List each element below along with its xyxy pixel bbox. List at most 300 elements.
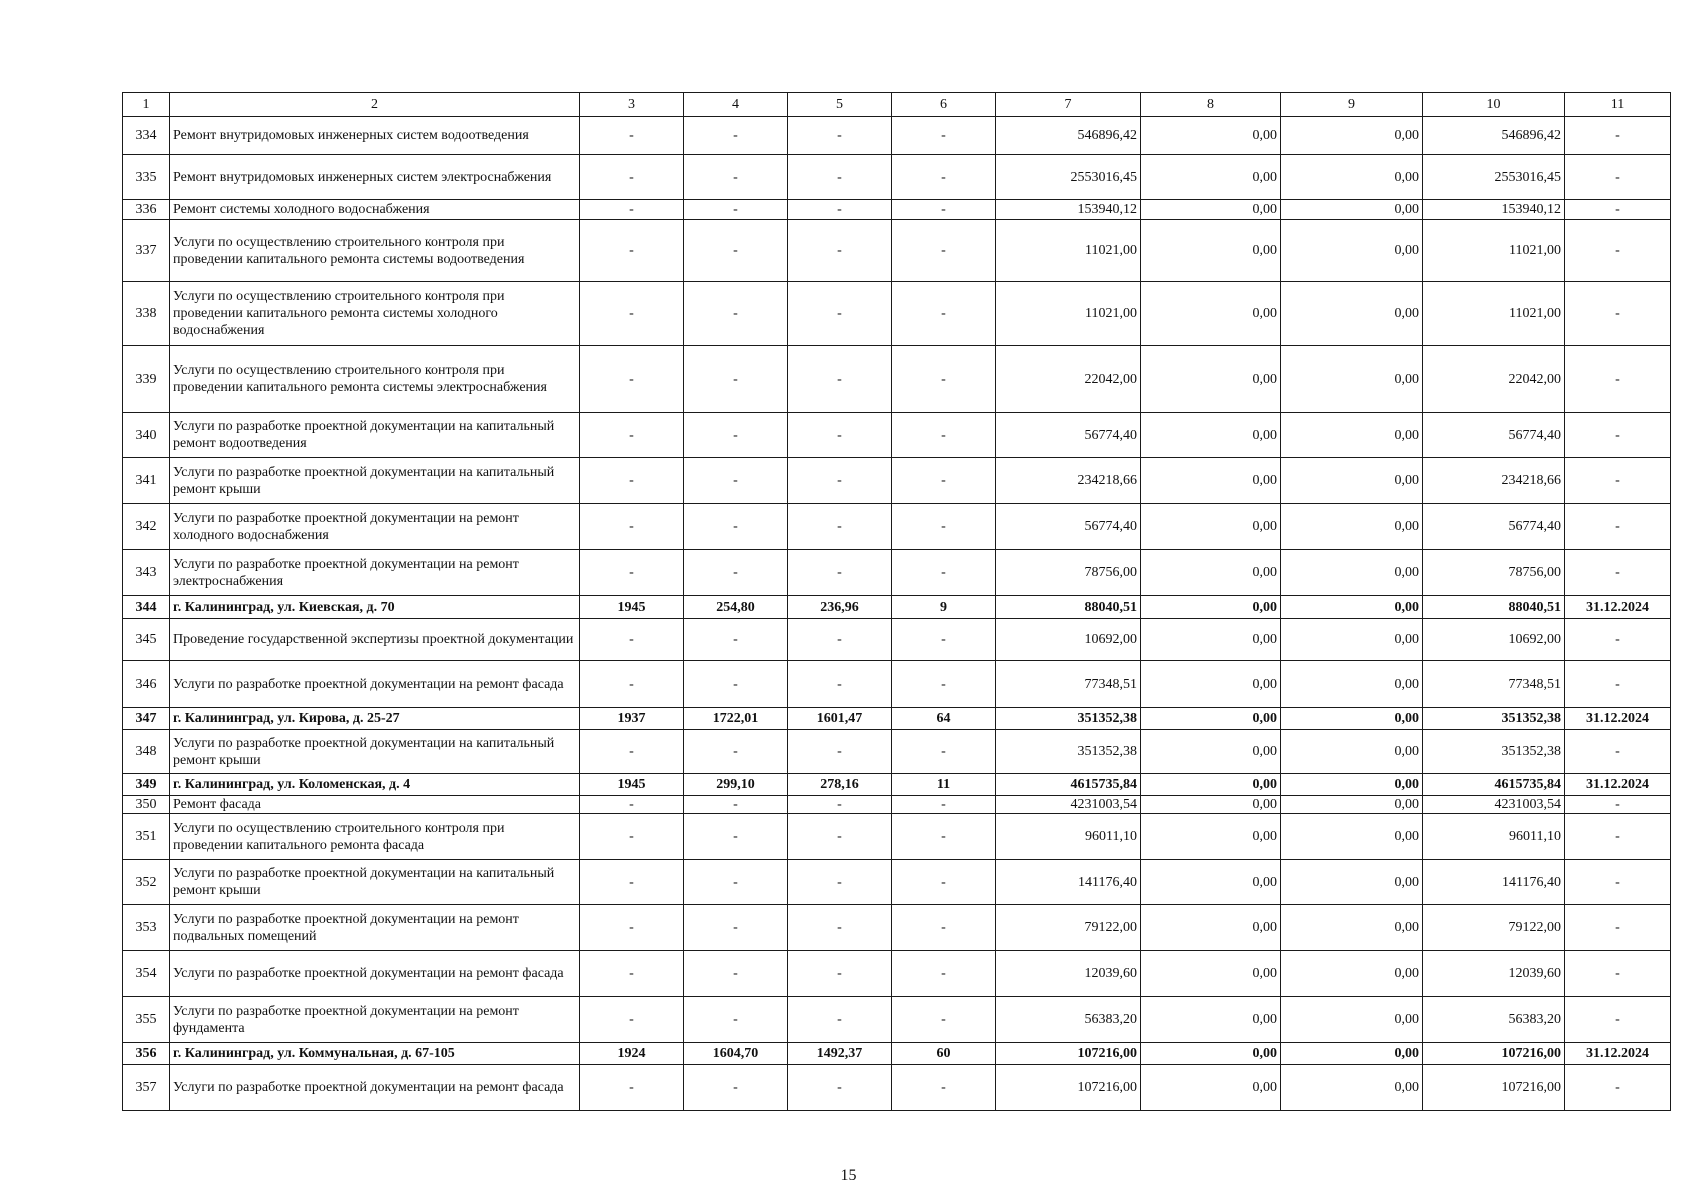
table-cell: - [892,413,996,458]
table-cell: 0,00 [1141,796,1281,814]
work-description-cell: г. Калининград, ул. Киевская, д. 70 [170,596,580,619]
table-cell: 0,00 [1281,282,1423,346]
table-cell: 0,00 [1141,413,1281,458]
row-number-cell: 354 [123,951,170,997]
table-cell: - [892,1065,996,1111]
table-cell: 0,00 [1281,220,1423,282]
table-cell: 79122,00 [996,905,1141,951]
table-cell: 0,00 [1141,997,1281,1043]
table-row [123,661,1671,708]
table-cell: 1601,47 [788,708,892,730]
table-cell: - [892,796,996,814]
table-cell: - [788,997,892,1043]
work-description-cell: Ремонт внутридомовых инженерных систем водоотведения [170,117,580,155]
table-cell: 1924 [580,1043,684,1065]
work-description-cell: Проведение государственной экспертизы проектной документации [170,619,580,661]
table-row [123,951,1671,997]
work-description-cell: Ремонт внутридомовых инженерных систем электроснабжения [170,155,580,200]
table-cell: 0,00 [1141,1065,1281,1111]
table-cell: - [892,661,996,708]
table-cell: - [788,504,892,550]
table-cell: 2553016,45 [996,155,1141,200]
table-cell: 11021,00 [1423,220,1565,282]
table-cell: 0,00 [1141,860,1281,905]
work-description-cell: Ремонт фасада [170,796,580,814]
table-cell: - [1565,661,1671,708]
table-cell: - [1565,458,1671,504]
data-table [122,92,1671,1111]
table-cell: 0,00 [1141,117,1281,155]
row-number-cell: 348 [123,730,170,774]
table-cell: 0,00 [1141,282,1281,346]
table-cell: 0,00 [1281,155,1423,200]
work-description-cell: Услуги по осуществлению строительного контроля при проведении капитального ремонта фасада [170,814,580,860]
work-description-cell: г. Калининград, ул. Коломенская, д. 4 [170,774,580,796]
table-cell: 1722,01 [684,708,788,730]
table-cell: - [684,200,788,220]
table-cell: 9 [892,596,996,619]
table-cell: 107216,00 [996,1043,1141,1065]
table-cell: - [892,117,996,155]
table-cell: - [580,155,684,200]
table-cell: - [788,661,892,708]
table-cell: - [788,117,892,155]
table-cell: 56774,40 [1423,504,1565,550]
table-cell: 153940,12 [996,200,1141,220]
table-cell: - [892,730,996,774]
work-description-cell: г. Калининград, ул. Кирова, д. 25-27 [170,708,580,730]
column-header: 3 [580,93,684,117]
column-header: 1 [123,93,170,117]
table-cell: 78756,00 [1423,550,1565,596]
table-cell: 96011,10 [1423,814,1565,860]
table-cell: 0,00 [1141,200,1281,220]
table-cell: 0,00 [1141,1043,1281,1065]
table-cell: 234218,66 [996,458,1141,504]
table-cell: 11 [892,774,996,796]
table-cell: 0,00 [1281,346,1423,413]
table-cell: 64 [892,708,996,730]
table-cell: 0,00 [1141,951,1281,997]
table-cell: 0,00 [1141,730,1281,774]
table-cell: 0,00 [1141,220,1281,282]
table-cell: - [580,117,684,155]
table-cell: 0,00 [1141,905,1281,951]
column-header: 7 [996,93,1141,117]
table-cell: - [684,619,788,661]
table-cell: - [684,997,788,1043]
table-cell: - [684,220,788,282]
table-cell: 11021,00 [1423,282,1565,346]
work-description-cell: Услуги по разработке проектной документации на ремонт фасада [170,951,580,997]
table-cell: - [892,814,996,860]
table-cell: 0,00 [1281,951,1423,997]
table-row [123,905,1671,951]
table-cell: - [684,413,788,458]
table-cell: - [684,550,788,596]
address-row [123,708,1671,730]
table-cell: 141176,40 [996,860,1141,905]
table-cell: - [788,346,892,413]
table-cell: 56774,40 [996,504,1141,550]
table-cell: - [684,661,788,708]
column-header: 4 [684,93,788,117]
row-number-cell: 349 [123,774,170,796]
table-row [123,860,1671,905]
table-cell: 1492,37 [788,1043,892,1065]
table-cell: 0,00 [1281,860,1423,905]
work-description-cell: Услуги по разработке проектной документации на капитальный ремонт крыши [170,860,580,905]
table-row [123,155,1671,200]
table-cell: - [580,951,684,997]
table-cell: - [788,905,892,951]
table-cell: - [580,458,684,504]
table-cell: - [580,346,684,413]
table-cell: 236,96 [788,596,892,619]
table-row [123,504,1671,550]
table-cell: - [1565,346,1671,413]
table-cell: 56383,20 [996,997,1141,1043]
work-description-cell: Услуги по разработке проектной документации на капитальный ремонт крыши [170,730,580,774]
row-number-cell: 357 [123,1065,170,1111]
row-number-cell: 353 [123,905,170,951]
table-cell: 0,00 [1141,814,1281,860]
table-cell: - [684,860,788,905]
table-cell: 0,00 [1281,905,1423,951]
row-number-cell: 345 [123,619,170,661]
work-description-cell: Услуги по осуществлению строительного контроля при проведении капитального ремонта системы водоотведения [170,220,580,282]
table-cell: - [1565,200,1671,220]
table-cell: - [1565,413,1671,458]
table-cell: - [892,220,996,282]
table-row [123,117,1671,155]
table-cell: - [684,905,788,951]
table-cell: - [788,550,892,596]
table-row [123,282,1671,346]
row-number-cell: 356 [123,1043,170,1065]
table-cell: - [1565,997,1671,1043]
table-cell: - [580,550,684,596]
work-description-cell: Услуги по разработке проектной документации на ремонт холодного водоснабжения [170,504,580,550]
table-cell: 278,16 [788,774,892,796]
table-cell: 0,00 [1281,458,1423,504]
table-cell: 546896,42 [1423,117,1565,155]
table-cell: 0,00 [1281,200,1423,220]
table-cell: 1945 [580,774,684,796]
table-cell: - [580,504,684,550]
table-cell: - [580,1065,684,1111]
table-cell: - [1565,730,1671,774]
work-description-cell: Ремонт системы холодного водоснабжения [170,200,580,220]
table-cell: 0,00 [1141,550,1281,596]
table-cell: - [684,1065,788,1111]
row-number-cell: 337 [123,220,170,282]
table-cell: - [1565,905,1671,951]
row-number-cell: 341 [123,458,170,504]
table-row [123,796,1671,814]
table-cell: 11021,00 [996,282,1141,346]
table-cell: - [684,155,788,200]
row-number-cell: 338 [123,282,170,346]
row-number-cell: 352 [123,860,170,905]
table-cell: 1937 [580,708,684,730]
table-cell: 56774,40 [996,413,1141,458]
table-cell: 4615735,84 [1423,774,1565,796]
table-row [123,346,1671,413]
table-cell: - [684,951,788,997]
table-cell: - [1565,155,1671,200]
table-cell: - [892,905,996,951]
table-cell: - [1565,117,1671,155]
table-cell: - [892,997,996,1043]
table-cell: 10692,00 [996,619,1141,661]
table-cell: 0,00 [1141,708,1281,730]
table-cell: - [1565,1065,1671,1111]
table-cell: 31.12.2024 [1565,708,1671,730]
table-cell: - [684,796,788,814]
table-cell: 12039,60 [996,951,1141,997]
table-cell: 0,00 [1141,774,1281,796]
column-header: 8 [1141,93,1281,117]
table-cell: 299,10 [684,774,788,796]
table-cell: - [788,458,892,504]
table-cell: - [580,200,684,220]
table-row [123,220,1671,282]
table-cell: 60 [892,1043,996,1065]
work-description-cell: Услуги по разработке проектной документации на капитальный ремонт водоотведения [170,413,580,458]
table-cell: 107216,00 [1423,1065,1565,1111]
row-number-cell: 347 [123,708,170,730]
table-cell: 546896,42 [996,117,1141,155]
table-cell: - [580,814,684,860]
table-cell: - [892,951,996,997]
table-cell: 4615735,84 [996,774,1141,796]
table-cell: - [580,661,684,708]
table-cell: 0,00 [1281,774,1423,796]
table-cell: 141176,40 [1423,860,1565,905]
table-body [123,117,1671,1111]
table-cell: 22042,00 [996,346,1141,413]
table-cell: - [580,282,684,346]
table-cell: - [1565,951,1671,997]
table-cell: - [892,504,996,550]
table-row [123,619,1671,661]
table-cell: - [788,619,892,661]
table-cell: - [1565,619,1671,661]
table-cell: 107216,00 [996,1065,1141,1111]
table-row [123,997,1671,1043]
table-cell: 96011,10 [996,814,1141,860]
work-description-cell: Услуги по разработке проектной документации на ремонт фундамента [170,997,580,1043]
table-cell: 234218,66 [1423,458,1565,504]
table-cell: - [788,796,892,814]
table-cell: 0,00 [1281,550,1423,596]
table-cell: 56383,20 [1423,997,1565,1043]
table-cell: - [580,905,684,951]
table-cell: - [1565,504,1671,550]
table-cell: 77348,51 [996,661,1141,708]
table-cell: 4231003,54 [1423,796,1565,814]
table-cell: 0,00 [1281,596,1423,619]
row-number-cell: 346 [123,661,170,708]
table-cell: 0,00 [1281,1043,1423,1065]
table-cell: - [684,458,788,504]
table-cell: - [788,814,892,860]
table-cell: 88040,51 [996,596,1141,619]
table-cell: - [580,730,684,774]
table-cell: 31.12.2024 [1565,774,1671,796]
table-cell: - [580,796,684,814]
table-cell: - [788,413,892,458]
table-cell: 0,00 [1141,155,1281,200]
table-row [123,814,1671,860]
table-cell: - [684,117,788,155]
table-cell: 31.12.2024 [1565,1043,1671,1065]
row-number-cell: 350 [123,796,170,814]
table-cell: 0,00 [1281,1065,1423,1111]
column-header: 2 [170,93,580,117]
table-cell: 77348,51 [1423,661,1565,708]
table-cell: - [788,730,892,774]
table-cell: 1604,70 [684,1043,788,1065]
table-cell: - [892,860,996,905]
table-cell: - [1565,796,1671,814]
table-cell: - [580,220,684,282]
table-cell: - [788,220,892,282]
work-description-cell: Услуги по осуществлению строительного контроля при проведении капитального ремонта системы электроснабжения [170,346,580,413]
page-number: 15 [840,1167,857,1184]
table-cell: 2553016,45 [1423,155,1565,200]
table-cell: - [1565,814,1671,860]
table-cell: - [580,997,684,1043]
table-cell: - [684,282,788,346]
table-cell: - [892,458,996,504]
row-number-cell: 342 [123,504,170,550]
row-number-cell: 334 [123,117,170,155]
table-cell: - [892,200,996,220]
row-number-cell: 336 [123,200,170,220]
row-number-cell: 343 [123,550,170,596]
work-description-cell: Услуги по разработке проектной документации на ремонт электроснабжения [170,550,580,596]
table-cell: 0,00 [1281,796,1423,814]
table-cell: 79122,00 [1423,905,1565,951]
table-cell: 351352,38 [1423,708,1565,730]
work-description-cell: Услуги по осуществлению строительного контроля при проведении капитального ремонта системы холодного водоснабжения [170,282,580,346]
table-cell: 78756,00 [996,550,1141,596]
table-cell: - [892,550,996,596]
table-cell: - [788,860,892,905]
row-number-cell: 355 [123,997,170,1043]
column-header: 6 [892,93,996,117]
table-cell: 12039,60 [1423,951,1565,997]
table-cell: 0,00 [1281,814,1423,860]
work-description-cell: Услуги по разработке проектной документации на ремонт подвальных помещений [170,905,580,951]
table-cell: - [788,200,892,220]
table-cell: 0,00 [1141,619,1281,661]
row-number-cell: 335 [123,155,170,200]
table-cell: - [1565,550,1671,596]
column-header: 11 [1565,93,1671,117]
table-cell: 0,00 [1281,413,1423,458]
row-number-cell: 339 [123,346,170,413]
table-cell: - [1565,282,1671,346]
table-cell: - [1565,860,1671,905]
table-cell: - [580,619,684,661]
column-header: 9 [1281,93,1423,117]
table-row [123,730,1671,774]
table-cell: 31.12.2024 [1565,596,1671,619]
address-row [123,596,1671,619]
table-cell: - [788,155,892,200]
table-cell: 0,00 [1141,458,1281,504]
table-cell: 1945 [580,596,684,619]
table-cell: 351352,38 [996,730,1141,774]
table-cell: 107216,00 [1423,1043,1565,1065]
work-description-cell: Услуги по разработке проектной документации на ремонт фасада [170,661,580,708]
table-cell: - [892,282,996,346]
table-cell: 0,00 [1141,596,1281,619]
table-cell: - [788,1065,892,1111]
table-cell: 0,00 [1281,730,1423,774]
table-cell: 0,00 [1141,661,1281,708]
work-description-cell: г. Калининград, ул. Коммунальная, д. 67-105 [170,1043,580,1065]
table-cell: 0,00 [1281,997,1423,1043]
table-row [123,550,1671,596]
table-cell: - [684,346,788,413]
table-cell: - [1565,220,1671,282]
table-cell: - [684,814,788,860]
table-cell: 0,00 [1281,619,1423,661]
table-cell: 4231003,54 [996,796,1141,814]
table-cell: 0,00 [1141,504,1281,550]
table-cell: - [892,346,996,413]
address-row [123,1043,1671,1065]
table-cell: 0,00 [1281,117,1423,155]
table-cell: 0,00 [1281,504,1423,550]
table-cell: 0,00 [1141,346,1281,413]
table-row [123,413,1671,458]
table-cell: 254,80 [684,596,788,619]
table-cell: - [580,413,684,458]
table-row [123,1065,1671,1111]
row-number-cell: 340 [123,413,170,458]
table-cell: - [684,504,788,550]
header-row [123,93,1671,117]
table-cell: - [892,619,996,661]
table-row [123,200,1671,220]
work-description-cell: Услуги по разработке проектной документации на капитальный ремонт крыши [170,458,580,504]
table-cell: 351352,38 [1423,730,1565,774]
work-description-cell: Услуги по разработке проектной документации на ремонт фасада [170,1065,580,1111]
table-cell: 0,00 [1281,661,1423,708]
table-cell: 153940,12 [1423,200,1565,220]
row-number-cell: 351 [123,814,170,860]
table-cell: 22042,00 [1423,346,1565,413]
table-cell: 88040,51 [1423,596,1565,619]
table-cell: - [788,951,892,997]
table-cell: - [788,282,892,346]
table-cell: 351352,38 [996,708,1141,730]
table-cell: - [684,730,788,774]
row-number-cell: 344 [123,596,170,619]
table-cell: 11021,00 [996,220,1141,282]
column-header: 10 [1423,93,1565,117]
column-header: 5 [788,93,892,117]
table-cell: 10692,00 [1423,619,1565,661]
table-cell: 56774,40 [1423,413,1565,458]
address-row [123,774,1671,796]
table-row [123,458,1671,504]
